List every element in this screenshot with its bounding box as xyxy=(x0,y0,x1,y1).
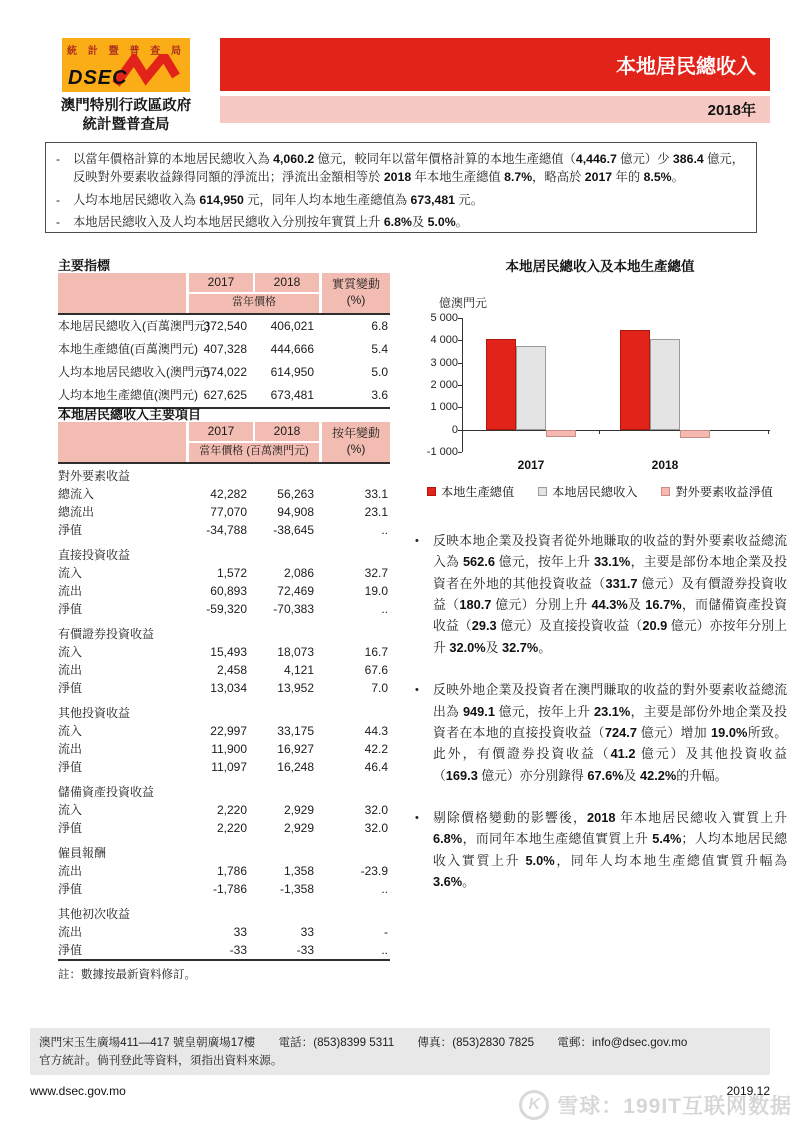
value-cell: -70,383 xyxy=(273,602,314,616)
legend-item xyxy=(661,483,773,500)
y-tick xyxy=(458,452,462,453)
bullet-marker: • xyxy=(415,811,419,824)
value-cell: -33 xyxy=(229,943,247,957)
label-cell: 總流入 xyxy=(58,487,95,501)
label-cell: 流出 xyxy=(58,864,83,878)
logo-acronym: DSEC xyxy=(68,67,128,89)
table-row xyxy=(58,582,390,600)
chart-plot-area xyxy=(426,312,770,472)
value-cell: 77,070 xyxy=(210,505,247,519)
label-cell: 流出 xyxy=(58,584,83,598)
label-cell: 淨值 xyxy=(58,602,83,616)
label-cell: 淨值 xyxy=(58,882,83,896)
col-2017: 2017 xyxy=(207,424,235,438)
summary-bullet xyxy=(56,150,744,187)
table-row xyxy=(58,338,390,361)
y-tick-label: 4 000 xyxy=(430,334,458,347)
chart-bar xyxy=(680,430,710,439)
value-cell: 5.4 xyxy=(371,342,388,356)
table-row xyxy=(58,740,390,758)
table-row xyxy=(58,361,390,384)
value-cell: 16.7 xyxy=(364,645,388,659)
value-cell: 2,220 xyxy=(216,803,247,817)
table-row xyxy=(58,941,390,959)
y-tick xyxy=(458,318,462,319)
value-cell: 46.4 xyxy=(364,760,388,774)
publication-date: 2019.12 xyxy=(726,1084,770,1098)
col-2018: 2018 xyxy=(253,422,319,441)
col-yoy-change-unit: (%) xyxy=(346,442,366,456)
main-items-rows xyxy=(58,467,390,959)
x-axis xyxy=(462,430,770,431)
y-tick-label: 3 000 xyxy=(430,356,458,369)
table-row xyxy=(58,722,390,740)
y-tick xyxy=(458,363,462,364)
dsec-logo xyxy=(62,38,190,92)
header-empty-cell xyxy=(58,273,186,313)
value-cell: 4,121 xyxy=(283,663,314,677)
xueqiu-logo-icon: K xyxy=(519,1090,549,1120)
label-cell: 流入 xyxy=(58,724,83,738)
table-row xyxy=(58,758,390,776)
value-cell: 2,086 xyxy=(283,566,314,580)
value-cell: 614,950 xyxy=(270,365,314,379)
table-row xyxy=(58,503,390,521)
main-items-title: 本地居民總收入主要項目 xyxy=(58,407,202,422)
key-indicators-table xyxy=(58,273,390,409)
value-cell: -1,786 xyxy=(212,882,247,896)
analysis-bullet xyxy=(415,807,787,892)
header-years-block xyxy=(189,273,319,313)
key-indicators-title: 主要指標 xyxy=(58,258,111,273)
value-cell: - xyxy=(384,925,388,939)
value-cell: 60,893 xyxy=(210,584,247,598)
value-cell: 6.8 xyxy=(371,319,388,333)
legend-marker xyxy=(661,487,670,496)
label-cell: 流入 xyxy=(58,566,83,580)
dash-marker: - xyxy=(56,215,61,230)
dash-marker: - xyxy=(56,192,61,207)
analysis-bullet xyxy=(415,530,787,658)
value-cell: 2,929 xyxy=(283,821,314,835)
chart-bar xyxy=(650,339,680,430)
col-yoy-change xyxy=(322,422,390,462)
value-cell: 67.6 xyxy=(364,663,388,677)
table-row xyxy=(58,564,390,582)
value-cell: 11,097 xyxy=(211,760,247,774)
table-row xyxy=(58,600,390,618)
value-cell: 32.0 xyxy=(364,821,388,835)
value-cell: 19.0 xyxy=(364,584,388,598)
value-cell: 33,175 xyxy=(277,724,314,738)
table-row xyxy=(58,661,390,679)
col-real-change-label: 實質變動 xyxy=(331,277,380,292)
value-cell: 1,572 xyxy=(216,566,247,580)
footer-note-line: 官方統計。倘刊登此等資料，須指出資料來源。 xyxy=(39,1053,283,1067)
value-cell: 23.1 xyxy=(364,505,388,519)
value-cell: 42,282 xyxy=(210,487,247,501)
col-2018: 2018 xyxy=(253,273,319,292)
bullet-marker: • xyxy=(415,535,419,547)
footer-contact-band xyxy=(30,1028,770,1075)
analysis-bullet-text: 反映外地企業及投資者在澳門賺取的收益的對外要素收益總流出為 949.1 億元，按年上升 23.1%，主要是部份外地企業及投資者在本地的直接投資收益（724.7 億元）增加 19.0%所致。此外，有價證券投資收益（41.2 億元）及其他投資收益（169.3 億元）亦分別錄得 67.6%及 42.2%的升幅。 xyxy=(433,682,788,783)
value-cell: 7.0 xyxy=(371,681,388,695)
value-cell: 2,458 xyxy=(216,663,247,677)
label-cell: 流入 xyxy=(58,645,83,659)
value-cell: 2,929 xyxy=(283,803,314,817)
key-indicators-table-header xyxy=(58,273,390,313)
value-cell: 1,358 xyxy=(283,864,314,878)
table-rule xyxy=(58,462,390,464)
x-tick xyxy=(768,430,769,434)
x-category-label: 2018 xyxy=(651,458,679,472)
chart-bar xyxy=(620,330,650,429)
report-title-banner: 本地居民總收入 xyxy=(220,38,770,91)
value-cell: 33.1 xyxy=(364,487,388,501)
summary-bullet-text: 以當年價格計算的本地居民總收入為 4,060.2 億元，較同年以當年價格計算的本地生產總值（4,446.7 億元）少 386.4 億元，反映對外要素收益錄得同額的淨流出；淨流出金額相等於 2018 年本地生產總值 8.7%，略高於 2017 年的 8.5%。 xyxy=(73,152,745,185)
watermark xyxy=(519,1090,792,1120)
chart-title: 本地居民總收入及本地生產總值 xyxy=(505,259,695,274)
value-cell: .. xyxy=(381,602,388,616)
table-row xyxy=(58,643,390,661)
value-cell: 18,073 xyxy=(277,645,314,659)
label-cell: 流出 xyxy=(58,925,83,939)
value-cell: -33 xyxy=(296,943,314,957)
y-tick xyxy=(458,385,462,386)
section-row: 儲備資產投資收益 xyxy=(58,785,155,799)
table-rule xyxy=(58,959,390,961)
value-cell: 32.7 xyxy=(364,566,388,580)
subheader-current-prices-mop: 當年價格 (百萬澳門元) xyxy=(199,445,309,457)
table-row xyxy=(58,679,390,697)
section-row: 對外要素收益 xyxy=(58,469,131,483)
value-cell: 33 xyxy=(300,925,314,939)
summary-bullet xyxy=(56,213,744,231)
header-empty-cell xyxy=(58,422,186,462)
section-row: 有價證券投資收益 xyxy=(58,627,155,641)
y-tick-label: 2 000 xyxy=(430,379,458,391)
section-row: 僱員報酬 xyxy=(58,846,107,860)
logo-bureau-name: 統 計 暨 普 查 局 xyxy=(67,46,185,57)
label-cell: 人均本地生產總值(澳門元) xyxy=(58,388,198,402)
y-tick xyxy=(458,407,462,408)
value-cell: 406,021 xyxy=(270,319,314,333)
legend-marker xyxy=(538,487,547,496)
summary-bullet-text: 人均本地居民總收入為 614,950 元，同年人均本地生產總值為 673,481 元。 xyxy=(73,192,484,207)
chart-legend xyxy=(415,483,785,500)
col-real-change-unit: (%) xyxy=(346,293,366,307)
legend-item xyxy=(427,483,514,500)
value-cell: 627,625 xyxy=(203,388,247,402)
label-cell: 本地生產總值(百萬澳門元) xyxy=(58,342,198,356)
label-cell: 人均本地居民總收入(澳門元) xyxy=(58,365,210,379)
main-items-table xyxy=(58,422,390,982)
value-cell: .. xyxy=(381,943,388,957)
organization-name xyxy=(30,97,222,135)
value-cell: -34,788 xyxy=(206,523,247,537)
table-row xyxy=(58,485,390,503)
value-cell: 94,908 xyxy=(277,505,314,519)
value-cell: 56,263 xyxy=(277,487,314,501)
value-cell: -23.9 xyxy=(360,864,388,878)
label-cell: 淨值 xyxy=(58,523,83,537)
value-cell: 32.0 xyxy=(364,803,388,817)
value-cell: -38,645 xyxy=(273,523,314,537)
section-row: 其他投資收益 xyxy=(58,706,131,720)
value-cell: 11,900 xyxy=(211,742,247,756)
label-cell: 淨值 xyxy=(58,760,83,774)
table-row xyxy=(58,923,390,941)
label-cell: 淨值 xyxy=(58,943,83,957)
label-cell: 流出 xyxy=(58,663,83,677)
legend-label: 本地居民總收入 xyxy=(552,485,638,499)
report-year-banner: 2018年 xyxy=(220,96,770,123)
chart-bar xyxy=(546,430,576,438)
summary-bullet-text: 本地居民總收入及人均本地居民總收入分別按年實質上升 6.8%及 5.0%。 xyxy=(73,215,468,230)
key-indicators-rows xyxy=(58,315,390,407)
y-tick xyxy=(458,340,462,341)
value-cell: 3.6 xyxy=(371,388,388,402)
x-category-label: 2017 xyxy=(517,458,545,472)
legend-label: 本地生產總值 xyxy=(441,485,515,499)
analysis-bullet-text: 剔除價格變動的影響後，2018 年本地居民總收入實質上升 6.8%，而同年本地生產總值實質上升 5.4%；人均本地居民總收入實質上升 5.0%，同年人均本地生產總值實質升幅為 3.6%。 xyxy=(433,809,788,890)
value-cell: 15,493 xyxy=(210,645,247,659)
y-tick-label: 1 000 xyxy=(430,401,458,414)
value-cell: 2,220 xyxy=(216,821,247,835)
value-cell: 16,248 xyxy=(277,760,314,774)
value-cell: 1,786 xyxy=(216,864,247,878)
label-cell: 淨值 xyxy=(58,681,83,695)
table-row xyxy=(58,819,390,837)
value-cell: -1,358 xyxy=(279,882,314,896)
y-tick-label: 5 000 xyxy=(430,312,458,324)
org-line2: 統計暨普查局 xyxy=(82,116,170,133)
org-line1: 澳門特別行政區政府 xyxy=(60,98,192,114)
legend-label: 對外要素收益淨值 xyxy=(675,485,773,499)
section-row: 其他初次收益 xyxy=(58,907,131,921)
bullet-marker: • xyxy=(415,684,419,697)
legend-marker xyxy=(427,487,436,496)
table-row xyxy=(58,315,390,338)
analysis-section xyxy=(415,530,787,913)
legend-item xyxy=(538,483,637,500)
label-cell: 流入 xyxy=(58,803,83,817)
table-note: 註：數據按最新資料修訂。 xyxy=(58,969,196,981)
label-cell: 本地居民總收入(百萬澳門元) xyxy=(58,319,210,333)
value-cell: 5.0 xyxy=(371,365,388,379)
chart-bar xyxy=(516,346,546,429)
website-url: www.dsec.gov.mo xyxy=(30,1084,126,1098)
gni-gdp-chart xyxy=(415,255,785,530)
analysis-bullet xyxy=(415,679,787,786)
y-tick-label: 0 xyxy=(451,423,458,436)
subheader-current-prices: 當年價格 xyxy=(232,296,276,308)
label-cell: 總流出 xyxy=(58,505,95,519)
label-cell: 淨值 xyxy=(58,821,83,835)
summary-bullet xyxy=(56,191,744,209)
value-cell: .. xyxy=(381,882,388,896)
table-row xyxy=(58,801,390,819)
header-years-block xyxy=(189,422,319,462)
value-cell: 13,034 xyxy=(210,681,247,695)
col-2017: 2017 xyxy=(207,275,235,289)
x-tick xyxy=(462,430,463,434)
chart-bar xyxy=(486,339,516,430)
value-cell: 673,481 xyxy=(270,388,314,402)
value-cell: 22,997 xyxy=(210,724,247,738)
col-real-change xyxy=(322,273,390,313)
dash-marker: - xyxy=(56,152,61,166)
y-tick-label: -1 000 xyxy=(426,446,458,458)
value-cell: 407,328 xyxy=(203,342,247,356)
value-cell: 372,540 xyxy=(203,319,247,333)
value-cell: 42.2 xyxy=(364,742,388,756)
value-cell: 574,022 xyxy=(203,365,247,379)
value-cell: 33 xyxy=(233,925,247,939)
value-cell: 44.3 xyxy=(364,724,388,738)
value-cell: 16,927 xyxy=(277,742,314,756)
section-row: 直接投資收益 xyxy=(58,548,131,562)
footer-address-line: 澳門宋玉生廣場411—417 號皇朝廣場17樓 電話：(853)8399 5311 傳真：(853)2830 7825 電郵：info@dsec.gov.mo xyxy=(39,1036,688,1049)
label-cell: 流出 xyxy=(58,742,83,756)
value-cell: 72,469 xyxy=(277,584,314,598)
watermark-text: 雪球：199IT互联网数据 xyxy=(557,1095,792,1118)
table-row xyxy=(58,521,390,539)
table-row xyxy=(58,862,390,880)
col-yoy-change-label: 按年變動 xyxy=(331,426,380,441)
value-cell: 13,952 xyxy=(277,681,314,695)
x-tick xyxy=(599,430,600,434)
analysis-bullet-text: 反映本地企業及投資者從外地賺取的收益的對外要素收益總流入為 562.6 億元，按年上升 33.1%，主要是部份本地企業及投資者在外地的其他投資收益（331.7 億元）及有價證券投資收益（180.7 億元）分別上升 44.3%及 16.7%，而儲備資產投資收益（29.3 億元）及直接投資收益（20.9 億元）亦按年分別上升 32.0%及 32.7%。 xyxy=(433,533,788,655)
main-items-table-header xyxy=(58,422,390,462)
table-row xyxy=(58,880,390,898)
value-cell: 444,666 xyxy=(270,342,314,356)
summary-highlights-box xyxy=(45,142,757,233)
value-cell: -59,320 xyxy=(206,602,247,616)
value-cell: .. xyxy=(381,523,388,537)
chart-unit-label: 億澳門元 xyxy=(439,296,488,310)
